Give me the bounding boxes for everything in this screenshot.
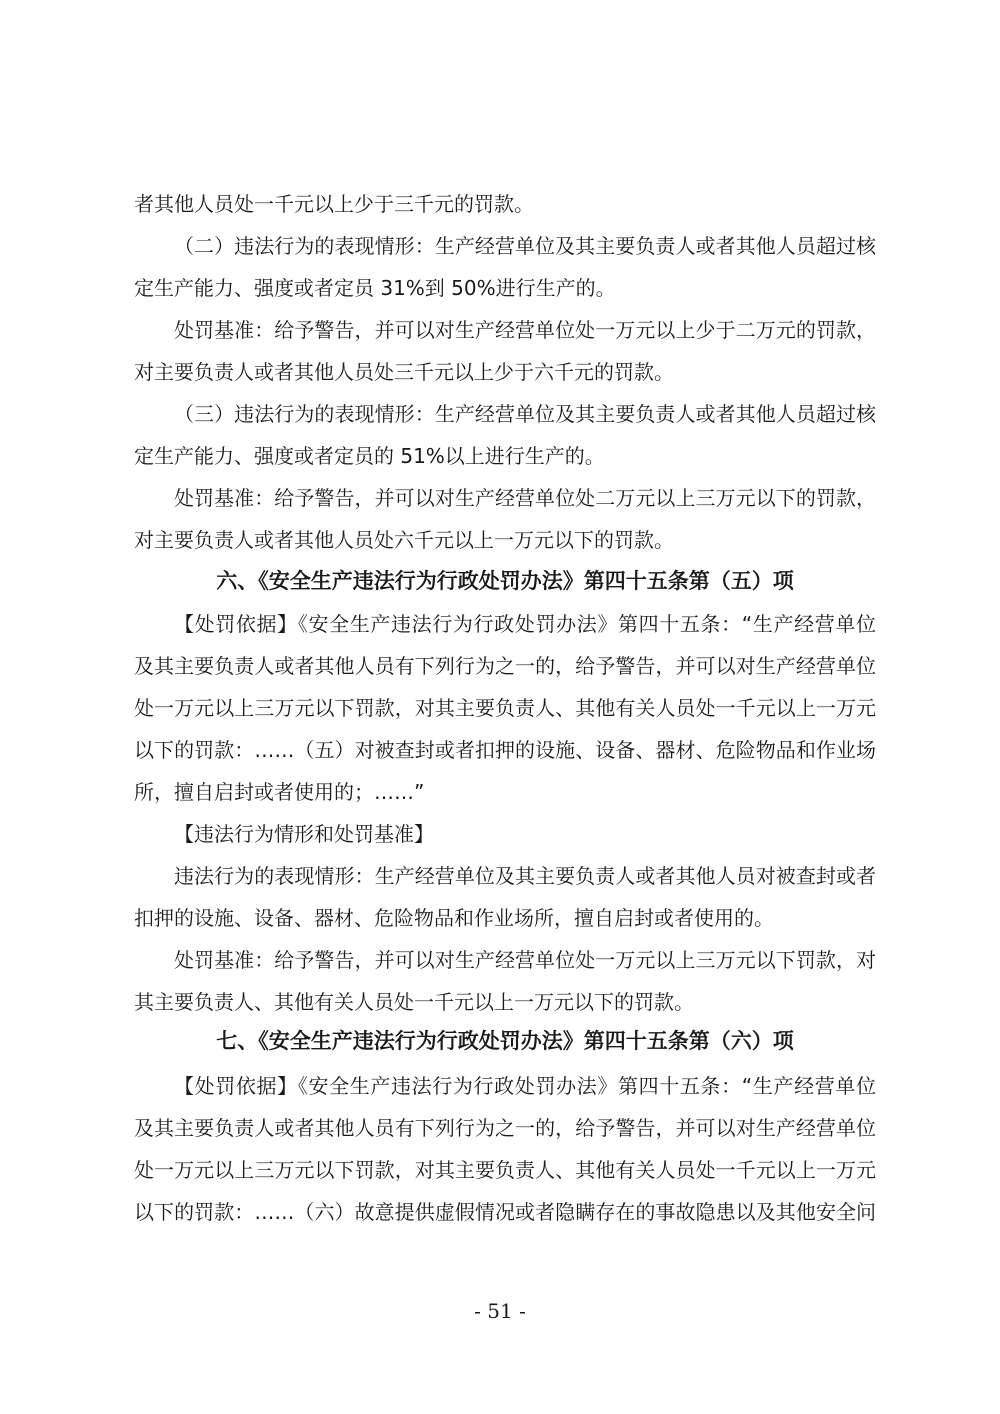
- paragraph-line: 及其主要负责人或者其他人员有下列行为之一的，给予警告，并可以对生产经营单位: [134, 654, 876, 678]
- paragraph-line: 【处罚依据】《安全生产违法行为行政处罚办法》第四十五条：“生产经营单位: [174, 612, 876, 636]
- paragraph-line: 者其他人员处一千元以上少于三千元的罚款。: [134, 192, 534, 216]
- paragraph-line: 以下的罚款：……（六）故意提供虚假情况或者隐瞒存在的事故隐患以及其他安全问: [134, 1200, 876, 1224]
- paragraph-line: 处罚基准：给予警告，并可以对生产经营单位处二万元以上三万元以下的罚款，: [174, 486, 876, 510]
- paragraph-line: 【违法行为情形和处罚基准】: [174, 822, 434, 846]
- page-number: - 51 -: [474, 1299, 526, 1323]
- paragraph-line: 以下的罚款：……（五）对被查封或者扣押的设施、设备、器材、危险物品和作业场: [134, 738, 876, 762]
- paragraph-line: 其主要负责人、其他有关人员处一千元以上一万元以下的罚款。: [134, 990, 694, 1014]
- paragraph-line: （二）违法行为的表现情形：生产经营单位及其主要负责人或者其他人员超过核: [174, 234, 876, 258]
- paragraph-line: 定生产能力、强度或者定员 31%到 50%进行生产的。: [134, 276, 616, 300]
- section-heading: 六、《安全生产违法行为行政处罚办法》第四十五条第（五）项: [216, 568, 794, 593]
- paragraph-line: 处罚基准：给予警告，并可以对生产经营单位处一万元以上三万元以下罚款，对: [174, 948, 876, 972]
- paragraph-line: 定生产能力、强度或者定员的 51%以上进行生产的。: [134, 444, 605, 468]
- paragraph-line: 处一万元以上三万元以下罚款，对其主要负责人、其他有关人员处一千元以上一万元: [134, 1158, 876, 1182]
- paragraph-line: 违法行为的表现情形：生产经营单位及其主要负责人或者其他人员对被查封或者: [174, 864, 876, 888]
- paragraph-line: （三）违法行为的表现情形：生产经营单位及其主要负责人或者其他人员超过核: [174, 402, 876, 426]
- paragraph-line: 所，擅自启封或者使用的；……”: [134, 780, 425, 804]
- section-heading: 七、《安全生产违法行为行政处罚办法》第四十五条第（六）项: [216, 1028, 794, 1053]
- paragraph-line: 扣押的设施、设备、器材、危险物品和作业场所，擅自启封或者使用的。: [134, 906, 774, 930]
- paragraph-line: 处罚基准：给予警告，并可以对生产经营单位处一万元以上少于二万元的罚款，: [174, 318, 876, 342]
- paragraph-line: 对主要负责人或者其他人员处六千元以上一万元以下的罚款。: [134, 528, 674, 552]
- paragraph-line: 对主要负责人或者其他人员处三千元以上少于六千元的罚款。: [134, 360, 674, 384]
- paragraph-line: 处一万元以上三万元以下罚款，对其主要负责人、其他有关人员处一千元以上一万元: [134, 696, 876, 720]
- paragraph-line: 【处罚依据】《安全生产违法行为行政处罚办法》第四十五条：“生产经营单位: [174, 1074, 876, 1098]
- paragraph-line: 及其主要负责人或者其他人员有下列行为之一的，给予警告，并可以对生产经营单位: [134, 1116, 876, 1140]
